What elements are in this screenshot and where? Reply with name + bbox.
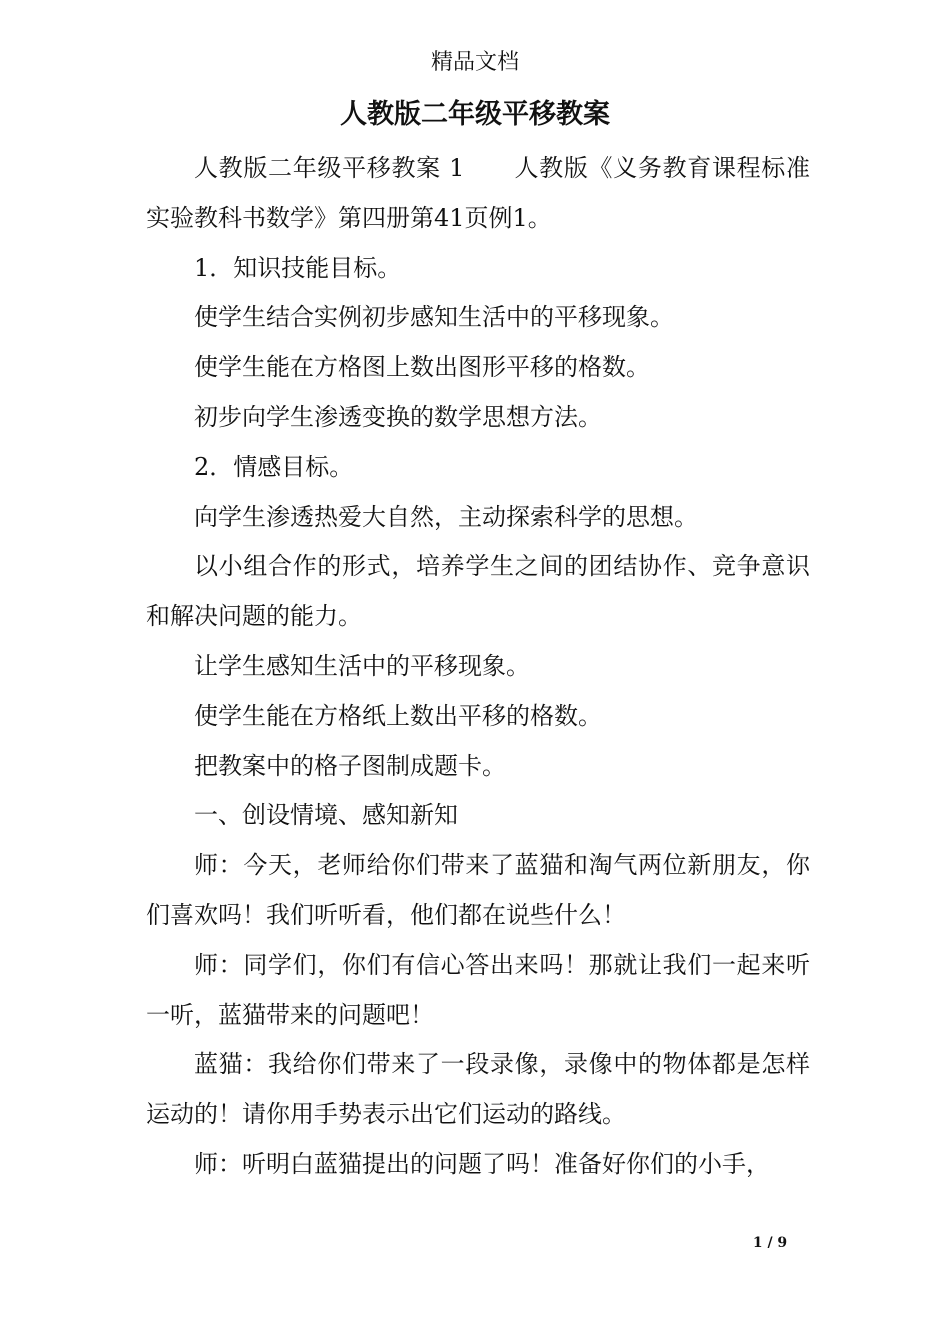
paragraph: 师：同学们，你们有信心答出来吗！那就让我们一起来听一听，蓝猫带来的问题吧！ xyxy=(146,950,810,1029)
paragraph: 把教案中的格子图制成题卡。 xyxy=(194,751,506,780)
paragraph: 向学生渗透热爱大自然，主动探索科学的思想。 xyxy=(194,502,698,531)
paragraph: 以小组合作的形式，培养学生之间的团结协作、竞争意识和解决问题的能力。 xyxy=(146,552,810,631)
paragraph: 让学生感知生活中的平移现象。 xyxy=(194,651,530,680)
document-body xyxy=(146,144,810,1190)
page-header: 精品文档 xyxy=(430,50,519,75)
paragraph: 师：听明白蓝猫提出的问题了吗！准备好你们的小手， xyxy=(194,1149,770,1178)
page-number: 1 / 9 xyxy=(752,1235,788,1251)
paragraph: 初步向学生渗透变换的数学思想方法。 xyxy=(194,402,602,431)
paragraph: 人教版二年级平移教案 1 人教版《义务教育课程标准实验教科书数学》第四册第41页例1。 xyxy=(146,154,810,232)
paragraph: 使学生能在方格纸上数出平移的格数。 xyxy=(194,701,602,730)
paragraph: 使学生能在方格图上数出图形平移的格数。 xyxy=(194,353,650,382)
paragraph: 师：今天，老师给你们带来了蓝猫和淘气两位新朋友，你们喜欢吗！我们听听看，他们都在说些什么！ xyxy=(146,851,810,929)
document-title: 人教版二年级平移教案 xyxy=(340,99,610,130)
paragraph: 一、创设情境、感知新知 xyxy=(194,801,458,830)
paragraph: 使学生结合实例初步感知生活中的平移现象。 xyxy=(194,303,674,332)
paragraph: 蓝猫：我给你们带来了一段录像，录像中的物体都是怎样运动的！请你用手势表示出它们运动的路线。 xyxy=(146,1050,810,1129)
paragraph: 2．情感目标。 xyxy=(194,452,354,481)
paragraph: 1．知识技能目标。 xyxy=(194,253,402,282)
